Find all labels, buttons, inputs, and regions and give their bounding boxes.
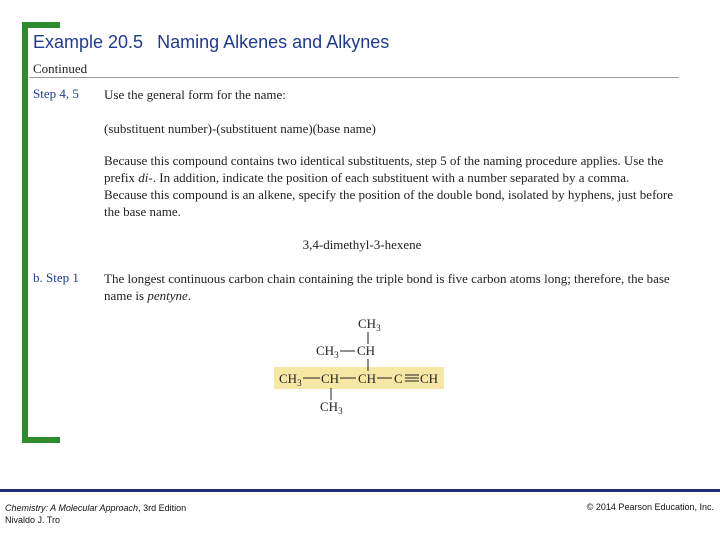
slide-bracket-vertical (22, 22, 28, 443)
footer-edition: , 3rd Edition (138, 503, 187, 513)
title-divider (29, 77, 679, 78)
step-b-part1: The longest continuous carbon chain containing the triple bond is five carbon atoms long; therefore, the base name is (104, 271, 670, 303)
top-methyl-base: CH (358, 316, 377, 331)
bottom-methyl-group (320, 399, 343, 416)
example-number: Example 20.5 (33, 32, 144, 52)
footer-copyright: © 2014 Pearson Education, Inc. (586, 502, 714, 512)
footer-author: Nivaldo J. Tro (5, 515, 61, 525)
step-b-paragraph (104, 270, 674, 304)
bottom-methyl-base: CH (320, 399, 339, 414)
chain-ch-2: CH (321, 371, 340, 386)
slide-title (33, 32, 389, 53)
footer-book-line (5, 502, 186, 514)
slide-bracket-bottom (22, 437, 60, 443)
slide-bracket-top (22, 22, 60, 28)
step-a-intro: Use the general form for the name: (104, 87, 286, 102)
footer-divider (0, 489, 720, 492)
continued-label: Continued (33, 61, 88, 76)
step-b-base-name: pentyne (147, 288, 188, 303)
branch-ch-group: CH (357, 343, 376, 358)
explanation-part1: Because this compound contains two identical substituents, step 5 of the naming procedure applies. Use the prefix (104, 153, 664, 185)
chain-ch-3: CH (358, 371, 377, 386)
branch-methyl-sub: 3 (334, 350, 339, 360)
top-methyl-sub: 3 (376, 323, 381, 333)
example-title: Naming Alkenes and Alkynes (157, 32, 390, 52)
chain-ch3-1-sub: 3 (297, 378, 302, 388)
structural-formula (274, 312, 454, 416)
step-b-part2: . (187, 288, 191, 303)
chain-ch3-1-base: CH (279, 371, 298, 386)
step-b-label: b. Step 1 (33, 270, 79, 285)
explanation-paragraph (104, 152, 674, 220)
branch-methyl-base: CH (316, 343, 335, 358)
result-name: 3,4-dimethyl-3-hexene (302, 237, 422, 252)
footer-book-title: Chemistry: A Molecular Approach (5, 503, 139, 513)
general-form: (substituent number)-(substituent name)(base name) (104, 121, 376, 136)
bottom-methyl-sub: 3 (338, 406, 343, 416)
explanation-prefix: di- (138, 170, 153, 185)
footer-citation (5, 502, 186, 526)
top-methyl-group (358, 316, 381, 333)
explanation-part2: . In addition, indicate the position of each substituent with a number separated by a comma. Because this compound is an alkene, specify the position of the double bond, isolated by hyphens, just before the base name. (104, 170, 673, 219)
step-a-label: Step 4, 5 (33, 86, 79, 101)
chain-ch-5: CH (420, 371, 439, 386)
branch-methyl-group (316, 343, 339, 360)
chain-c-4: C (394, 371, 403, 386)
